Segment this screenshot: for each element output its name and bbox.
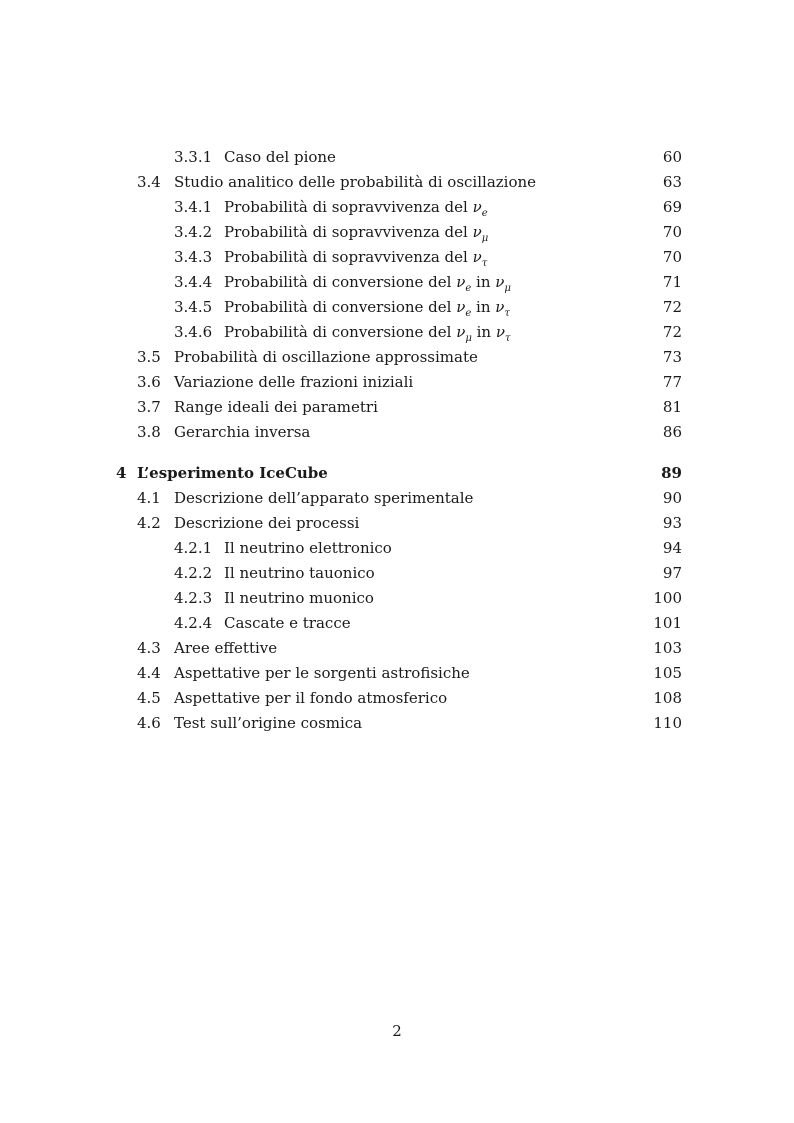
toc-entry-title: Test sull’origine cosmica	[174, 712, 366, 734]
toc-page-number: 70	[642, 246, 682, 268]
toc-section[interactable]	[0, 421, 794, 443]
toc-subsection[interactable]	[0, 321, 794, 343]
toc-entry-number: 4.4	[137, 664, 161, 682]
toc-entry-number: 3.4.2	[174, 223, 213, 241]
toc-entry-number: 4.3	[137, 639, 161, 657]
toc-page-number: 71	[642, 271, 682, 293]
toc-page-number: 110	[642, 712, 682, 734]
toc-entry-title: Probabilità di sopravvivenza del $\nu_e$	[224, 196, 492, 218]
toc-subsection[interactable]	[0, 612, 794, 634]
neutrino-symbol: $\nu_e$	[456, 273, 472, 294]
toc-entry-number: 3.4	[137, 173, 161, 191]
toc-subsection[interactable]	[0, 537, 794, 559]
toc-entry-number: 3.3.1	[174, 148, 213, 166]
toc-entry-title: Cascate e tracce	[224, 612, 355, 634]
toc-entry-number: 4	[116, 464, 127, 482]
toc-entry-number: 3.4.4	[174, 273, 213, 291]
toc-entry-number: 3.7	[137, 398, 161, 416]
toc-page-number: 72	[642, 296, 682, 318]
toc-page-number: 94	[642, 537, 682, 559]
toc-entry-title: Probabilità di sopravvivenza del $\nu_\mu$	[224, 221, 492, 243]
neutrino-symbol: $\nu_\mu$	[495, 273, 511, 294]
toc-section[interactable]	[0, 346, 794, 368]
toc-entry-title: Range ideali dei parametri	[174, 396, 382, 418]
toc-entry-number: 3.8	[137, 423, 161, 441]
toc-entry-number: 4.2.1	[174, 539, 213, 557]
toc-section[interactable]	[0, 396, 794, 418]
toc-entry-number: 3.4.1	[174, 198, 213, 216]
toc-chapter[interactable]	[0, 462, 794, 484]
toc-entry-title: Probabilità di conversione del $\nu_e$ in $\nu_\mu$	[224, 271, 515, 293]
neutrino-symbol: $\nu_\tau$	[495, 298, 510, 319]
toc-section[interactable]	[0, 371, 794, 393]
toc-entry-title: Il neutrino elettronico	[224, 537, 396, 559]
toc-entry-number: 3.6	[137, 373, 161, 391]
toc-page-number: 89	[642, 462, 682, 484]
toc-page-number: 100	[642, 587, 682, 609]
toc-entry-title: Caso del pione	[224, 146, 340, 168]
neutrino-symbol: $\nu_\tau$	[495, 323, 511, 344]
toc-entry-title: Aspettative per le sorgenti astrofisiche	[174, 662, 474, 684]
toc-subsection[interactable]	[0, 562, 794, 584]
toc-subsection[interactable]	[0, 196, 794, 218]
toc-page-number: 72	[642, 321, 682, 343]
toc-entry-number: 3.4.3	[174, 248, 213, 266]
toc-page-number: 86	[642, 421, 682, 443]
toc-page-number: 103	[642, 637, 682, 659]
toc-section[interactable]	[0, 712, 794, 734]
neutrino-symbol: $\nu_\mu$	[456, 323, 472, 344]
toc-entry-number: 3.4.5	[174, 298, 213, 316]
toc-entry-number: 4.5	[137, 689, 161, 707]
toc-page-number: 70	[642, 221, 682, 243]
toc-entry-number: 4.2.2	[174, 564, 213, 582]
toc-section[interactable]	[0, 512, 794, 534]
toc-page-number: 108	[642, 687, 682, 709]
toc-section[interactable]	[0, 171, 794, 193]
toc-subsection[interactable]	[0, 221, 794, 243]
toc-page-number: 90	[642, 487, 682, 509]
neutrino-symbol: $\nu_e$	[456, 298, 472, 319]
neutrino-symbol: $\nu_\tau$	[472, 248, 488, 269]
toc-page-number: 93	[642, 512, 682, 534]
toc-page-number: 77	[642, 371, 682, 393]
toc-page-number: 69	[642, 196, 682, 218]
toc-subsection[interactable]	[0, 271, 794, 293]
toc-entry-title: Il neutrino muonico	[224, 587, 378, 609]
neutrino-symbol: $\nu_\mu$	[472, 223, 489, 244]
toc-entry-number: 3.5	[137, 348, 161, 366]
toc-entry-title: Probabilità di oscillazione approssimate	[174, 346, 482, 368]
toc-page-number: 105	[642, 662, 682, 684]
toc-page-number: 81	[642, 396, 682, 418]
toc-entry-number: 4.2.3	[174, 589, 213, 607]
toc-entry-title: L’esperimento IceCube	[137, 462, 332, 484]
toc-entry-title: Il neutrino tauonico	[224, 562, 379, 584]
page-number: 2	[392, 1022, 402, 1040]
toc-entry-number: 4.2.4	[174, 614, 213, 632]
toc-entry-title: Probabilità di conversione del $\nu_\mu$ in $\nu_\tau$	[224, 321, 515, 343]
toc-section[interactable]	[0, 487, 794, 509]
toc-entry-number: 4.1	[137, 489, 161, 507]
toc-page-number: 60	[642, 146, 682, 168]
toc-entry-title: Descrizione dell’apparato sperimentale	[174, 487, 477, 509]
toc-page-number: 63	[642, 171, 682, 193]
toc-entry-number: 4.6	[137, 714, 161, 732]
toc-entry-title: Probabilità di sopravvivenza del $\nu_\tau$	[224, 246, 491, 268]
toc-subsection[interactable]	[0, 146, 794, 168]
toc-entry-title: Aspettative per il fondo atmosferico	[174, 687, 451, 709]
toc-entry-title: Probabilità di conversione del $\nu_e$ in $\nu_\tau$	[224, 296, 514, 318]
toc-page-number: 97	[642, 562, 682, 584]
toc-entry-title: Gerarchia inversa	[174, 421, 314, 443]
toc-subsection[interactable]	[0, 296, 794, 318]
toc-entry-title: Studio analitico delle probabilità di oscillazione	[174, 171, 540, 193]
toc-entry-number: 3.4.6	[174, 323, 213, 341]
toc-subsection[interactable]	[0, 246, 794, 268]
toc-page-number: 73	[642, 346, 682, 368]
toc-entry-title: Descrizione dei processi	[174, 512, 363, 534]
toc-entry-title: Aree effettive	[174, 637, 281, 659]
toc-entry-title: Variazione delle frazioni iniziali	[174, 371, 417, 393]
toc-subsection[interactable]	[0, 587, 794, 609]
toc-section[interactable]	[0, 637, 794, 659]
toc-section[interactable]	[0, 662, 794, 684]
toc-section[interactable]	[0, 687, 794, 709]
neutrino-symbol: $\nu_e$	[472, 198, 488, 219]
toc-entry-number: 4.2	[137, 514, 161, 532]
toc-page-number: 101	[642, 612, 682, 634]
